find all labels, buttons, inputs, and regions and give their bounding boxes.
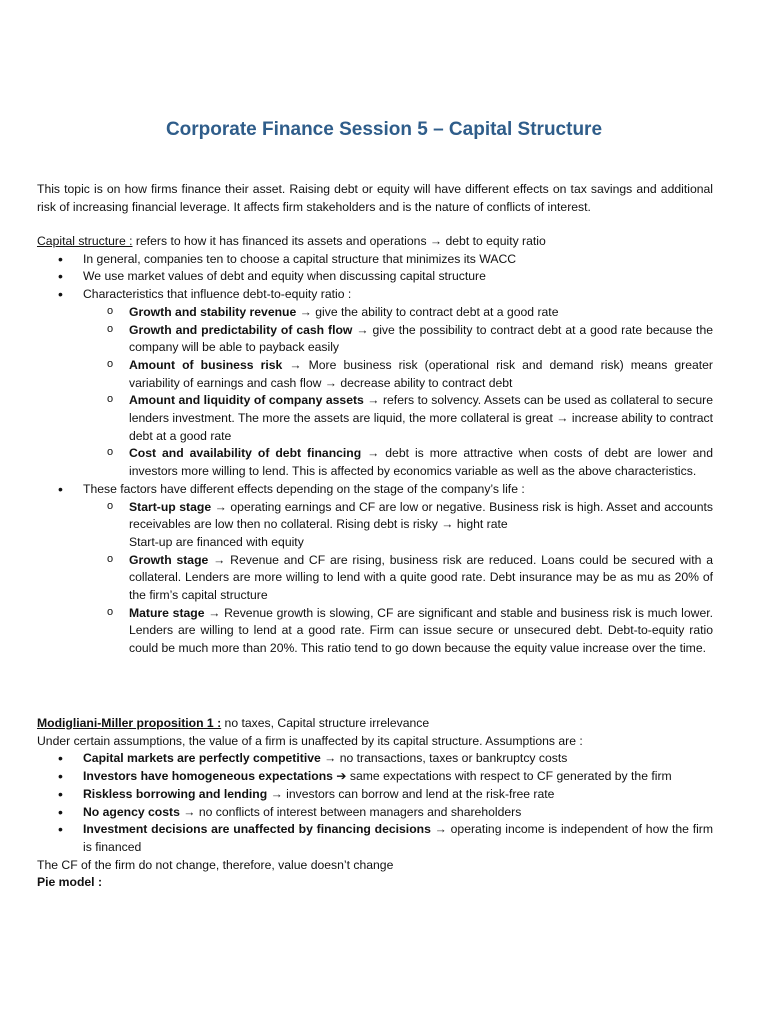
- list-item: o Start-up stage → operating earnings and CF are low or negative. Business risk is high. Asset and accounts receivables are low then no collateral. Rising debt is risky → hight rate Start-up are financed with equity: [37, 499, 713, 552]
- list-item: o Amount of business risk → More business risk (operational risk and demand risk) means greater variability of earnings and cash flow → decrease ability to contract debt: [37, 357, 713, 392]
- list-item: • These factors have different effects depending on the stage of the company’s life : o Start-up stage → operating earnings and CF are low or negative. Business risk is high. Asset and accounts receivables are low then no collateral. Rising debt is risky → hight rate Start-up are financed with equity o Growth stage → Revenue and CF are rising, business risk are reduced. Loans could be secured with a collateral. Lenders are more willing to lend with a quite good rate. Debt insurance may be as mu as 20% of the firm’s capital structure o Mature stage → Revenue growth is slowing, CF are significant and stable and business risk is much lower. Lenders are willing to lend at a good rate. Firm can issue secure or unsecured debt. Debt-to-equity ratio could be much more than 20%. This ratio tend to go down because the equity value increase over the time.: [37, 481, 713, 658]
- list-item: • Riskless borrowing and lending → investors can borrow and lend at the risk-free rate: [37, 786, 713, 804]
- mm-heading: Modigliani-Miller proposition 1 :: [37, 716, 222, 730]
- mm-conclusion: The CF of the firm do not change, therefore, value doesn’t change: [37, 857, 394, 872]
- list-item: o Amount and liquidity of company assets → refers to solvency. Assets can be used as collateral to secure lenders investment. The more the assets are liquid, the more collateral is great → increase ability to contract debt at a good rate: [37, 392, 713, 445]
- pie-model-label: Pie model :: [37, 875, 103, 890]
- intro-paragraph: This topic is on how firms finance their asset. Raising debt or equity will have different effects on tax savings and additional risk of increasing financial leverage. It affects firm stakeholders and is the nature of conflicts of interest.: [37, 182, 713, 214]
- mm-assumptions-list: [37, 750, 713, 856]
- characteristics-list: [37, 304, 713, 481]
- capital-structure-section: [37, 233, 713, 658]
- list-item: • Capital markets are perfectly competitive → no transactions, taxes or bankruptcy costs: [37, 750, 713, 768]
- list-item: • No agency costs → no conflicts of interest between managers and shareholders: [37, 804, 713, 822]
- modigliani-miller-section: [37, 715, 713, 892]
- list-item: • We use market values of debt and equity when discussing capital structure: [37, 268, 713, 286]
- capital-structure-definition: Capital structure : refers to how it has financed its assets and operations → debt to equity ratio: [37, 234, 546, 248]
- list-item: • Investment decisions are unaffected by financing decisions → operating income is independent of how the firm is financed: [37, 821, 713, 856]
- list-item: o Mature stage → Revenue growth is slowing, CF are significant and stable and business risk is much lower. Lenders are willing to lend at a good rate. Firm can issue secure or unsecured debt. Debt-to-equity ratio could be much more than 20%. This ratio tend to go down because the equity value increase over the time.: [37, 605, 713, 658]
- list-item: • Characteristics that influence debt-to-equity ratio : o Growth and stability revenue → give the ability to contract debt at a good rate o Growth and predictability of cash flow → give the possibility to contract debt at a good rate because the company will be able to payback easily o Amount of business risk → More business risk (operational risk and demand risk) means greater variability of earnings and cash flow → decrease ability to contract debt o Amount and liquidity of company assets → refers to solvency. Assets can be used as collateral to secure lenders investment. The more the assets are liquid, the more collateral is great → increase ability to contract debt at a good rate o Cost and availability of debt financing → debt is more attractive when costs of debt are lower and investors more willing to lend. This is affected by economics variable as well as the above characteristics.: [37, 286, 713, 481]
- page-title: Corporate Finance Session 5 – Capital Structure: [165, 119, 603, 140]
- list-item: o Growth stage → Revenue and CF are rising, business risk are reduced. Loans could be secured with a collateral. Lenders are more willing to lend with a quite good rate. Debt insurance may be as mu as 20% of the firm’s capital structure: [37, 552, 713, 605]
- list-item: • In general, companies ten to choose a capital structure that minimizes its WACC: [37, 251, 713, 269]
- mm-heading-line: Modigliani-Miller proposition 1 : no taxes, Capital structure irrelevance: [37, 716, 430, 730]
- list-item: o Growth and predictability of cash flow → give the possibility to contract debt at a good rate because the company will be able to payback easily: [37, 322, 713, 357]
- capital-structure-bullets: [37, 251, 713, 658]
- capital-structure-heading: Capital structure :: [37, 234, 133, 248]
- mm-intro: Under certain assumptions, the value of a firm is unaffected by its capital structure. Assumptions are :: [37, 733, 583, 748]
- list-item: o Growth and stability revenue → give the ability to contract debt at a good rate: [37, 304, 713, 322]
- stages-list: [37, 499, 713, 658]
- list-item: o Cost and availability of debt financing → debt is more attractive when costs of debt are lower and investors more willing to lend. This is affected by economics variable as well as the above characteristics.: [37, 445, 713, 480]
- list-item: • Investors have homogeneous expectations ➔ same expectations with respect to CF generated by the firm: [37, 768, 713, 786]
